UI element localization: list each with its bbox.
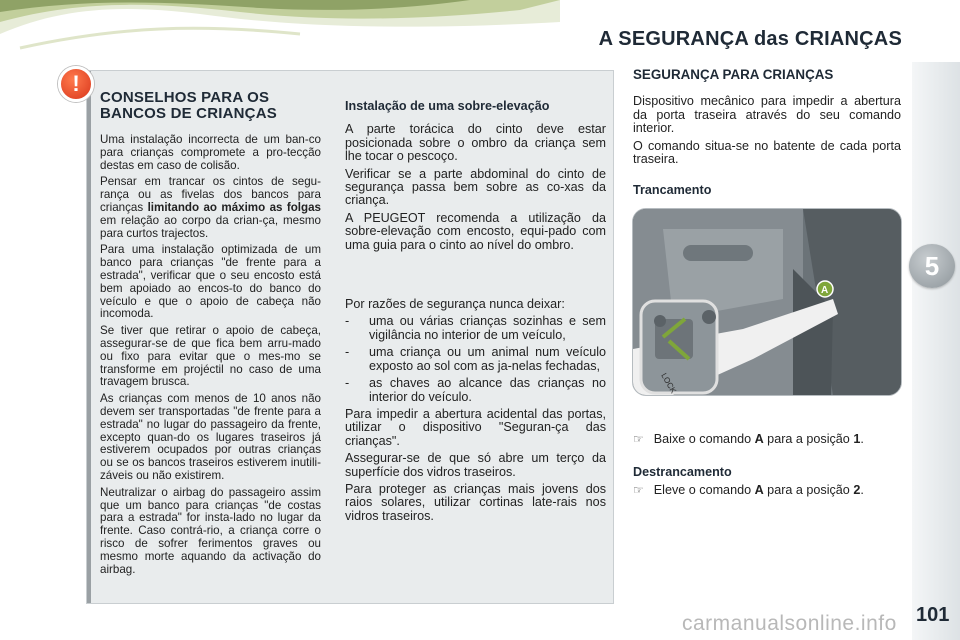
paragraph: Por razões de segurança nunca deixar: [345,297,565,312]
instruction-position: 1 [853,432,861,446]
paragraph: A parte torácica do cinto deve estar posicionada sobre o ombro da criança sem lhe tocar o pescoço. [345,122,606,164]
paragraph-emphasis: limitando ao máximo as folgas [147,200,321,214]
paragraph: Verificar se a parte abdominal do cinto de segurança passa bem sobre as co-xas da criança. [345,166,606,208]
watermark: carmanualsonline.info [682,612,897,635]
instruction-text [654,432,864,446]
list-item: - as chaves ao alcance das crianças no interior do veículo. [345,377,606,404]
paragraph: Para uma instalação optimizada de um banco para crianças "de frente para a estrada", verificar que o seu encosto está bem apoiado ao encos-to do banco do veículo e que o apoio de cabeça não incomoda. [100,243,321,321]
paragraph: Dispositivo mecânico para impedir a abertura da porta traseira através do seu comando interior. [633,94,901,136]
paragraph: Para impedir a abertura acidental das portas, utilizar o dispositivo "Seguran-ça das crianças". [345,406,606,448]
instruction-key: A [754,432,764,446]
door-lock-photo [632,208,902,396]
safety-list [345,315,606,403]
warning-heading-line2: BANCOS DE CRIANÇAS [100,105,277,122]
paragraph: Uma instalação incorrecta de um ban-co para crianças compromete a pro-tecção destas em caso de colisão. [100,133,321,172]
instruction-key: A [754,483,764,497]
warning-column-1 [100,90,321,580]
lock-instruction [633,432,901,446]
warning-heading-line1: CONSELHOS PARA OS [100,89,270,106]
instruction-part: . [860,483,864,497]
booster-heading: Instalação de uma sobre-elevação [345,99,550,113]
paragraph: Se tiver que retirar o apoio de cabeça, assegurar-se de que fica bem arru-mado ou fixo para evitar que o mes-mo se transforme em projéctil no caso de uma travagem brusca. [100,324,321,389]
paragraph: O comando situa-se no batente de cada porta traseira. [633,138,901,167]
instruction-text [654,483,864,497]
instruction-part: Baixe o comando [653,432,755,446]
list-item: - uma criança ou um animal num veículo exposto ao sol com as ja-nelas fechadas, [345,346,606,373]
unlock-instruction-line [633,483,901,497]
paragraph: A PEUGEOT recomenda a utilização da sobre-elevação com encosto, equi-pado com uma guia para o cinto ao nível do ombro. [345,210,606,252]
paragraph-text: em relação ao corpo da crian-ça, mesmo para curtos trajectos. [100,213,321,240]
paragraph: As crianças com menos de 10 anos não devem ser transportadas "de frente para a estrada" no lugar do passageiro da frente, excepto quan-do os lugares traseiros já estiverem ocupados por outras crianças ou se os bancos traseiros estiverem inutili-záveis ou não existirem. [100,392,321,482]
warning-icon: ! [58,66,94,102]
paragraph: Para proteger as crianças mais jovens dos raios solares, utilizar cortinas late-rais nos vidros traseiros. [345,481,606,523]
unlock-instruction [633,483,901,497]
paragraph [100,176,321,240]
instruction-position: 2 [853,483,861,497]
instruction-part: para a posição [763,483,854,497]
door-lock-illustration [633,209,901,395]
page-title: A SEGURANÇA das CRIANÇAS [598,28,902,50]
pointing-hand-icon: ☞ [633,432,644,446]
photo-label-a: A [821,285,829,296]
child-safety-heading: SEGURANÇA PARA CRIANÇAS [633,67,834,82]
header-swoosh-graphic [0,0,560,70]
lock-instruction-line [633,432,901,446]
child-safety-column [633,68,901,208]
unlock-heading: Destrancamento [633,465,732,479]
paragraph-text: Pensar em trancar os cintos de segu-rança ou as fivelas dos bancos para crianças [100,175,321,214]
lock-heading: Trancamento [633,183,712,198]
pointing-hand-icon: ☞ [633,483,644,497]
chapter-tab[interactable]: 5 [909,244,955,288]
instruction-part: Eleve o comando [653,483,755,497]
side-strip [912,62,960,640]
page-number: 101 [916,604,950,626]
paragraph: Neutralizar o airbag do passageiro assim que um banco para crianças "de costas para a estrada" for insta-lado no lugar da frente. Caso contrá-rio, a criança corre o risco de sofrer ferimentos graves ou mesmo morte aquando da activação do airbag. [100,485,321,576]
list-item: - uma ou várias crianças sozinhas e sem vigilância no interior de um veículo, [345,315,606,342]
svg-text:A [821,285,828,296]
warning-column-2 [345,100,606,527]
warning-heading [100,90,321,122]
instruction-part: para a posição [763,432,854,446]
instruction-part: . [860,432,864,446]
lock-imprint: LOCK [659,371,678,395]
paragraph: Assegurar-se de que só abre um terço da superfície dos vidros traseiros. [345,451,606,479]
